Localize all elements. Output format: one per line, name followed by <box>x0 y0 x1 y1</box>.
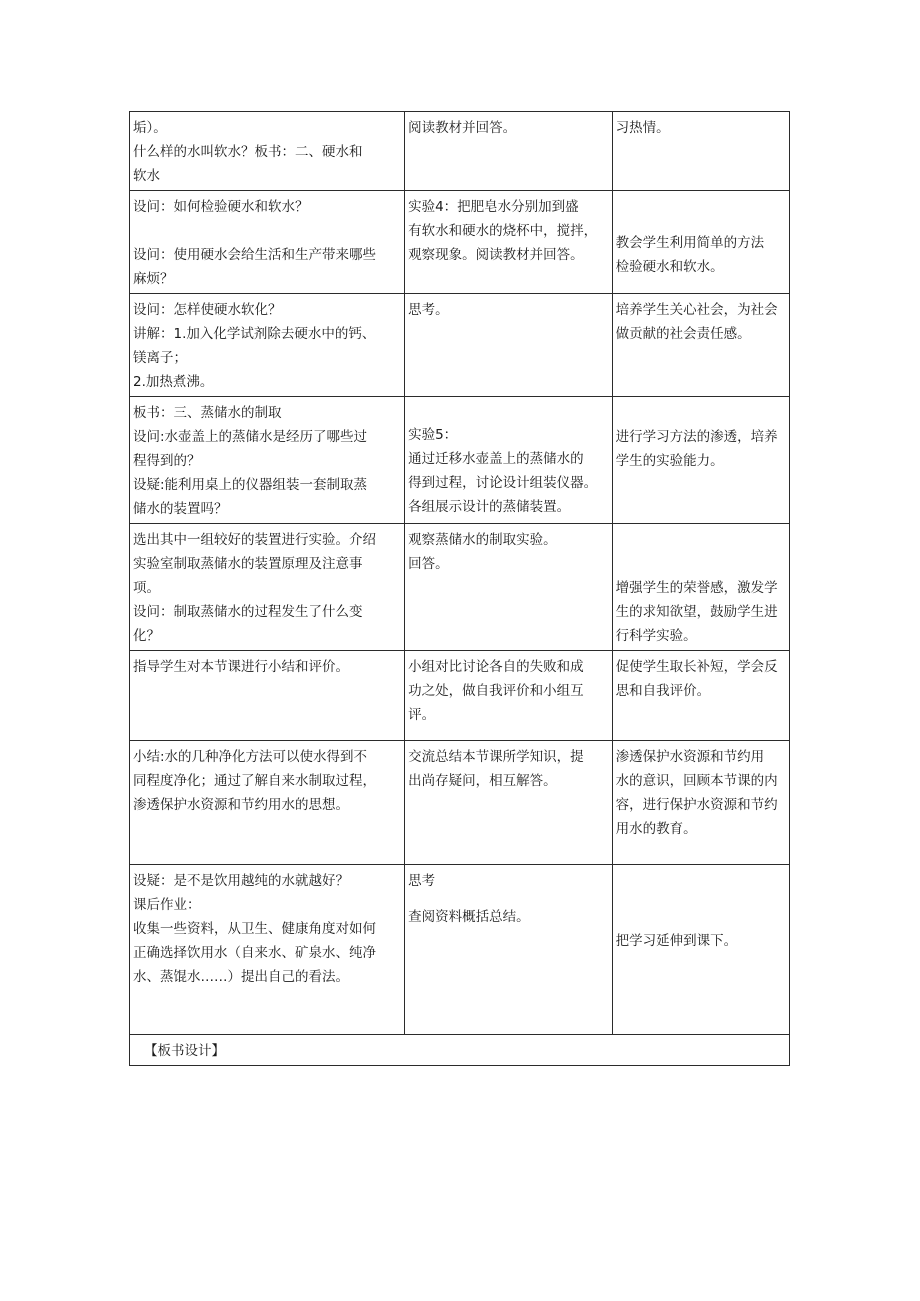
design-intent-cell: 教会学生利用简单的方法 检验硬水和软水。 <box>612 191 789 294</box>
student-activity-cell: 思考。 <box>405 294 613 397</box>
teacher-activity-cell: 指导学生对本节课进行小结和评价。 <box>130 651 405 741</box>
design-intent-cell: 培养学生关心社会，为社会 做贡献的社会责任感。 <box>612 294 789 397</box>
design-intent-cell: 进行学习方法的渗透，培养 学生的实验能力。 <box>612 397 789 524</box>
student-activity-cell: 阅读教材并回答。 <box>405 112 613 191</box>
student-activity-cell: 小组对比讨论各自的失败和成 功之处，做自我评价和小组互 评。 <box>405 651 613 741</box>
table-row <box>130 865 790 1035</box>
design-intent-cell: 促使学生取长补短，学会反 思和自我评价。 <box>612 651 789 741</box>
design-intent-cell: 习热情。 <box>612 112 789 191</box>
student-activity-cell: 实验5： 通过迁移水壶盖上的蒸储水的 得到过程，讨论设计组装仪器。 各组展示设计的蒸储装置。 <box>405 397 613 524</box>
table-row <box>130 112 790 191</box>
table-row <box>130 294 790 397</box>
table-row <box>130 651 790 741</box>
teacher-activity-cell: 设疑：是不是饮用越纯的水就越好？ 课后作业： 收集一些资料，从卫生、健康角度对如何 正确选择饮用水（自来水、矿泉水、纯净 水、蒸馄水……）提出自己的看法。 <box>130 865 405 1035</box>
student-activity-cell: 观察蒸储水的制取实验。 回答。 <box>405 524 613 651</box>
design-intent-cell: 渗透保护水资源和节约用 水的意识，回顾本节课的内 容，进行保护水资源和节约 用水的教育。 <box>612 741 789 865</box>
table-row <box>130 741 790 865</box>
table-row <box>130 191 790 294</box>
teacher-activity-cell: 小结:水的几种净化方法可以使水得到不 同程度净化；通过了解自来水制取过程， 渗透保护水资源和节约用水的思想。 <box>130 741 405 865</box>
student-activity-cell: 思考 查阅资料概括总结。 <box>405 865 613 1035</box>
design-intent-cell: 增强学生的荣誉感，激发学 生的求知欲望，鼓励学生进 行科学实验。 <box>612 524 789 651</box>
table-row <box>130 524 790 651</box>
table-row <box>130 397 790 524</box>
design-intent-cell: 把学习延伸到课下。 <box>612 865 789 1035</box>
teacher-activity-cell: 设问：怎样使硬水软化？ 讲解：1.加入化学试剂除去硬水中的钙、 镁离子； 2.加热煮沸。 <box>130 294 405 397</box>
lesson-plan-table <box>129 111 790 1066</box>
teacher-activity-cell: 板书：三、蒸储水的制取 设问:水壶盖上的蒸储水是经历了哪些过 程得到的？ 设疑:能利用桌上的仪器组装一套制取蒸 储水的装置吗？ <box>130 397 405 524</box>
student-activity-cell: 实验4：把肥皂水分别加到盛 有软水和硬水的烧杯中，搅拌， 观察现象。阅读教材并回答。 <box>405 191 613 294</box>
teacher-activity-cell: 设问：如何检验硬水和软水？ 设问：使用硬水会给生活和生产带来哪些 麻烦？ <box>130 191 405 294</box>
teacher-activity-cell: 垢）。 什么样的水叫软水？板书：二、硬水和 软水 <box>130 112 405 191</box>
table-row <box>130 1035 790 1066</box>
teacher-activity-cell: 选出其中一组较好的装置进行实验。介绍 实验室制取蒸储水的装置原理及注意事 项。 设问：制取蒸储水的过程发生了什么变 化？ <box>130 524 405 651</box>
student-activity-cell: 交流总结本节课所学知识，提 出尚存疑问，相互解答。 <box>405 741 613 865</box>
board-design-heading: 【板书设计】 <box>130 1035 790 1066</box>
